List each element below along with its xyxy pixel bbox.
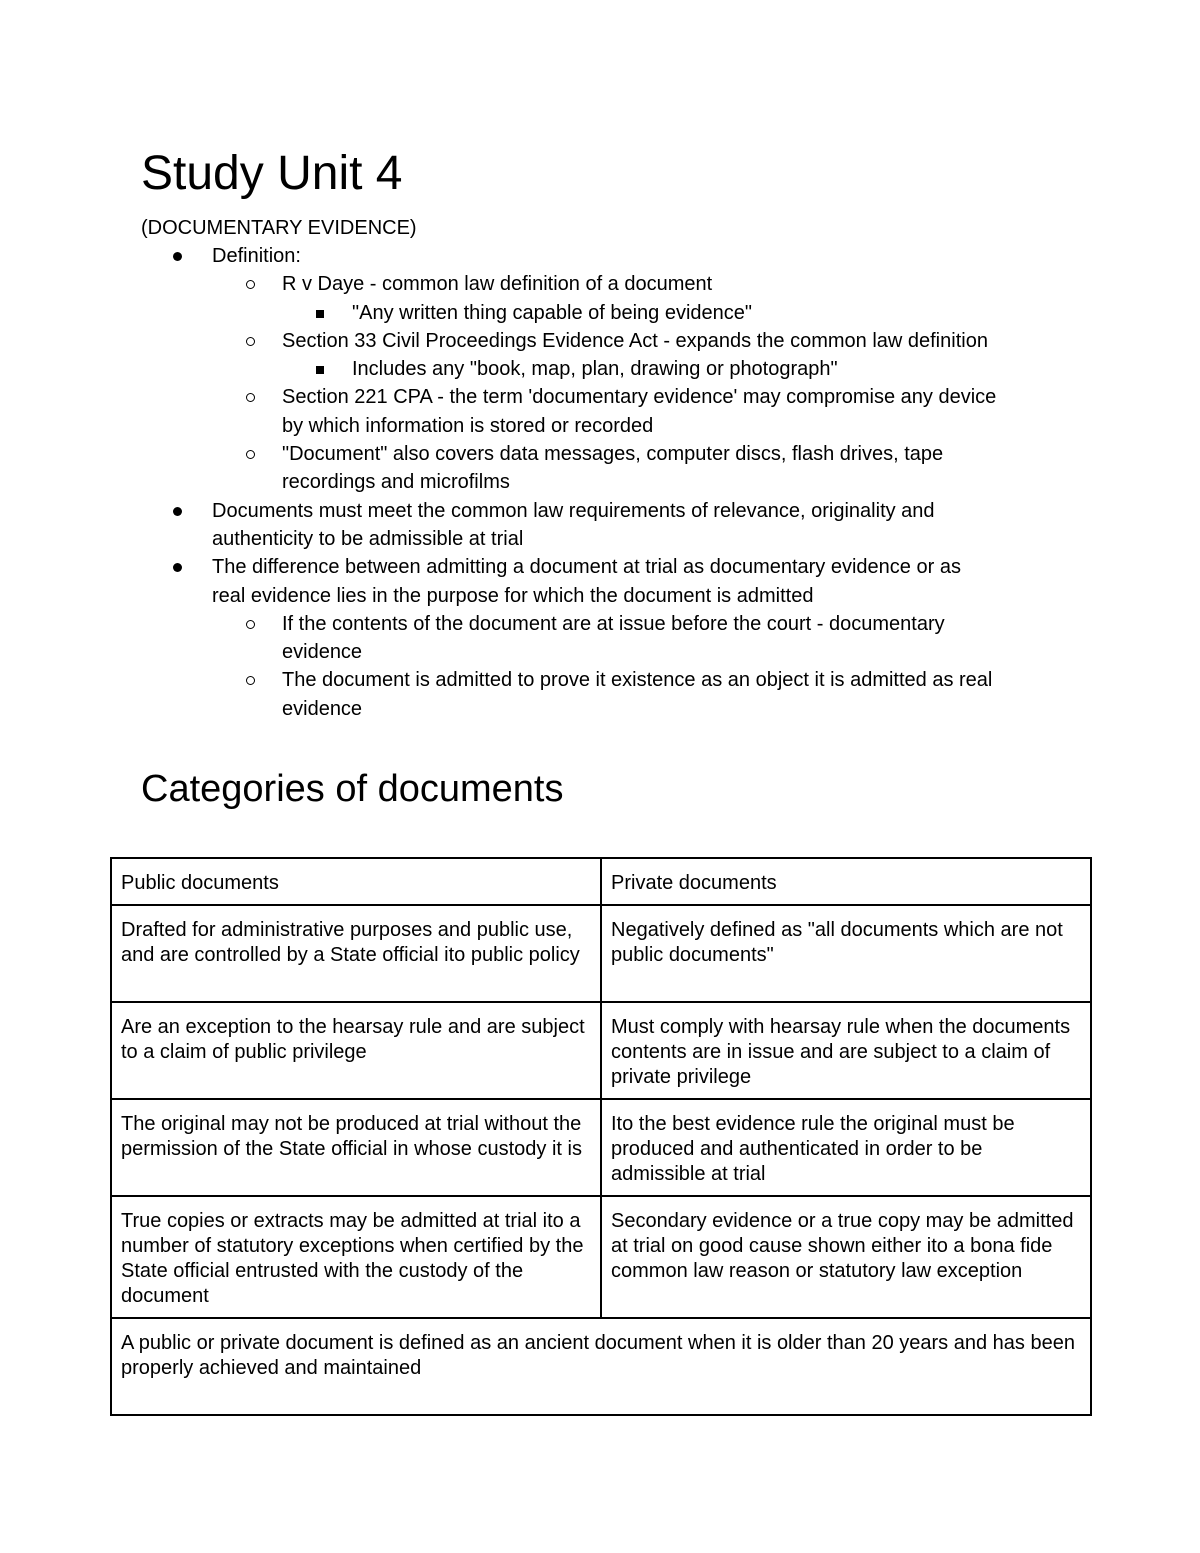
list-item-continuation (141, 525, 1081, 553)
list-item-text: Section 33 Civil Proceedings Evidence Act - expands the common law definition (282, 329, 988, 352)
subtitle: (DOCUMENTARY EVIDENCE) (141, 217, 417, 239)
table-header-row (111, 858, 1091, 905)
list-item-text: R v Daye - common law definition of a document (282, 273, 713, 296)
list-item-text: If the contents of the document are at issue before the court - documentary (282, 612, 945, 635)
categories-table (110, 857, 1092, 1416)
list-item-text: evidence (282, 697, 363, 720)
list-item (141, 440, 1081, 468)
list-item-text: real evidence lies in the purpose for which the document is admitted (212, 584, 814, 607)
list-item-continuation (141, 695, 1081, 723)
table-row (111, 905, 1091, 1002)
list-item-continuation (141, 468, 1081, 496)
table-cell-public: Are an exception to the hearsay rule and are subject to a claim of public privilege (111, 1002, 601, 1099)
list-item-continuation (141, 638, 1081, 666)
categories-heading: Categories of documents (141, 768, 564, 810)
list-item (141, 242, 1081, 270)
list-item-text: Includes any "book, map, plan, drawing or photograph" (352, 358, 838, 381)
list-item-text: authenticity to be admissible at trial (212, 527, 524, 550)
list-item-text: Definition: (212, 245, 301, 267)
list-item (141, 610, 1081, 638)
table-footer-cell: A public or private document is defined as an ancient document when it is older than 20 years and has been properly achieved and maintained (111, 1318, 1091, 1415)
table-footer-row (111, 1318, 1091, 1415)
list-item-text: "Any written thing capable of being evidence" (352, 301, 753, 324)
list-item (141, 270, 1081, 298)
list-item-continuation (141, 412, 1081, 440)
list-item-text: recordings and microfilms (282, 471, 510, 494)
list-item-text: The difference between admitting a document at trial as documentary evidence or as (212, 556, 961, 579)
page-title: Study Unit 4 (141, 147, 403, 200)
list-item-text: Documents must meet the common law requirements of relevance, originality and (212, 499, 935, 522)
table-cell-public: Drafted for administrative purposes and public use, and are controlled by a State official ito public policy (111, 905, 601, 1002)
list-item (141, 355, 1081, 383)
list-item-text: Section 221 CPA - the term 'documentary evidence' may compromise any device (282, 386, 997, 409)
table-cell-public: The original may not be produced at trial without the permission of the State official in whose custody it is (111, 1099, 601, 1196)
table-header-public: Public documents (111, 858, 601, 905)
table-cell-private: Must comply with hearsay rule when the documents contents are in issue and are subject to a claim of private privilege (601, 1002, 1091, 1099)
table-header-private: Private documents (601, 858, 1091, 905)
table-cell-public: True copies or extracts may be admitted at trial ito a number of statutory exceptions when certified by the State official entrusted with the custody of the document (111, 1196, 601, 1318)
list-item (141, 299, 1081, 327)
table-cell-private: Secondary evidence or a true copy may be admitted at trial on good cause shown either ito a bona fide common law reason or statutory law exception (601, 1196, 1091, 1318)
table-row (111, 1196, 1091, 1318)
list-item-text: by which information is stored or recorded (282, 414, 654, 437)
table-row (111, 1002, 1091, 1099)
table-cell-private: Negatively defined as "all documents which are not public documents" (601, 905, 1091, 1002)
list-item (141, 383, 1081, 411)
list-item-text: The document is admitted to prove it existence as an object it is admitted as real (282, 669, 993, 692)
table-row (111, 1099, 1091, 1196)
list-item-continuation (141, 582, 1081, 610)
list-item (141, 327, 1081, 355)
list-item (141, 666, 1081, 694)
list-item-text: "Document" also covers data messages, computer discs, flash drives, tape (282, 443, 944, 466)
list-item (141, 553, 1081, 581)
list-item-text: evidence (282, 641, 363, 664)
outline-list (141, 242, 1081, 723)
list-item (141, 497, 1081, 525)
table-cell-private: Ito the best evidence rule the original must be produced and authenticated in order to be admissible at trial (601, 1099, 1091, 1196)
